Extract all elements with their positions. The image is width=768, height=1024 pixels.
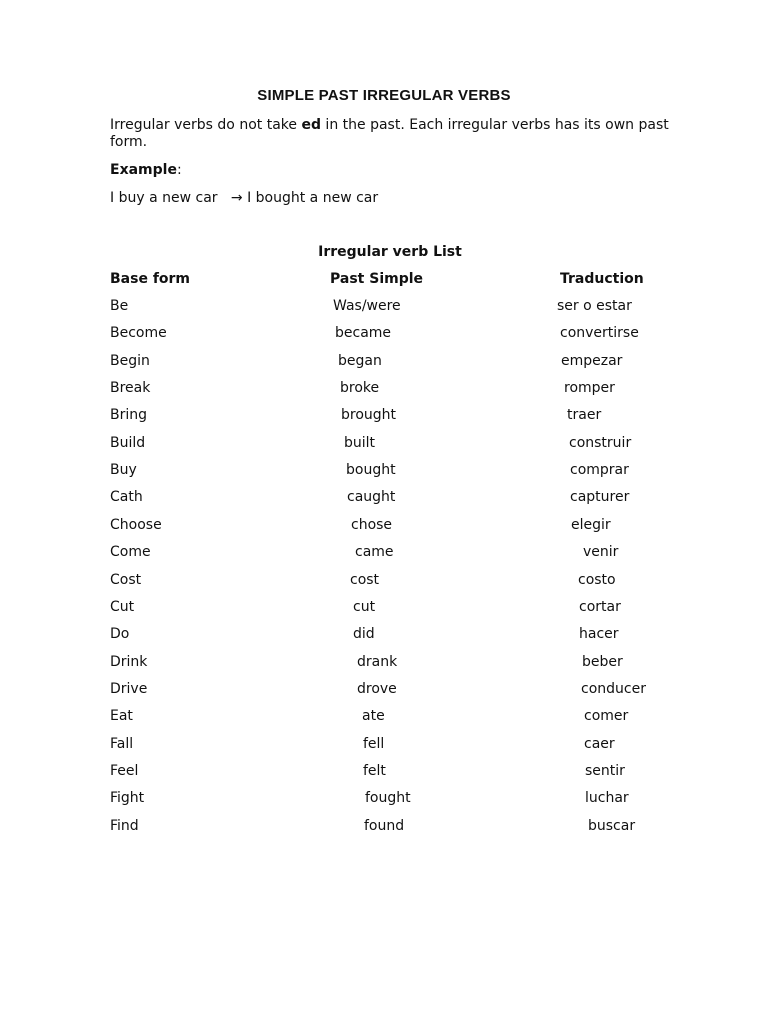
past-simple-cell: brought [341, 407, 397, 424]
example-label: Example [110, 162, 177, 178]
traduction-cell: capturer [570, 489, 630, 506]
past-simple-cell: drank [357, 653, 398, 670]
traduction-cell: comer [584, 708, 629, 725]
table-row [0, 763, 768, 783]
intro-paragraph [110, 117, 670, 151]
intro-text-start: Irregular verbs do not take [110, 117, 302, 133]
base-form-cell: Choose [110, 516, 162, 533]
page-title: SIMPLE PAST IRREGULAR VERBS [257, 87, 511, 104]
traduction-cell: empezar [561, 352, 623, 369]
base-form-cell: Eat [110, 708, 133, 725]
past-simple-cell: ate [362, 708, 385, 725]
past-simple-cell: drove [357, 680, 397, 697]
past-simple-cell: fell [363, 735, 385, 752]
traduction-cell: buscar [588, 817, 636, 834]
table-row [0, 325, 768, 345]
base-form-cell: Feel [110, 762, 139, 779]
past-simple-cell: cut [353, 598, 376, 615]
table-row [0, 790, 768, 810]
intro-text-end: in the past. Each irregular verbs has its own past form. [110, 117, 669, 150]
base-form-cell: Come [110, 544, 151, 561]
list-title: Irregular verb List [318, 244, 462, 260]
table-row [0, 462, 768, 482]
traduction-cell: hacer [579, 626, 619, 643]
past-simple-cell: cost [350, 571, 380, 588]
past-simple-cell: found [364, 817, 405, 834]
table-row [0, 517, 768, 537]
past-simple-cell: came [355, 544, 394, 561]
base-form-cell: Cath [110, 489, 143, 506]
traduction-cell: traer [567, 407, 602, 424]
table-row [0, 708, 768, 728]
table-row [0, 626, 768, 646]
header-base-form: Base form [110, 271, 191, 287]
past-simple-cell: chose [351, 516, 393, 533]
traduction-cell: venir [583, 544, 619, 561]
table-row [0, 654, 768, 674]
past-simple-cell: became [335, 325, 392, 342]
traduction-cell: sentir [585, 762, 625, 779]
base-form-cell: Cut [110, 598, 135, 615]
past-simple-cell: began [338, 352, 382, 369]
table-row [0, 435, 768, 455]
traduction-cell: conducer [581, 680, 646, 697]
past-simple-cell: Was/were [333, 298, 401, 314]
traduction-cell: elegir [571, 516, 611, 533]
base-form-cell: Bring [110, 407, 148, 424]
table-row [0, 544, 768, 564]
table-row [0, 818, 768, 838]
example-past-sentence: I bought a new car [247, 190, 379, 206]
table-row [0, 681, 768, 701]
base-form-cell: Drive [110, 680, 148, 697]
past-simple-cell: did [353, 626, 375, 643]
traduction-cell: romper [564, 380, 615, 397]
table-row [0, 736, 768, 756]
past-simple-cell: caught [347, 489, 396, 506]
base-form-cell: Cost [110, 571, 142, 588]
intro-bold-ed: ed [301, 117, 321, 133]
traduction-cell: ser o estar [557, 298, 632, 314]
arrow-icon: → [230, 190, 243, 206]
traduction-cell: luchar [585, 790, 629, 807]
past-simple-cell: fought [365, 790, 411, 807]
example-base-sentence: I buy a new car [110, 190, 218, 206]
table-row [0, 380, 768, 400]
traduction-cell: construir [569, 434, 632, 451]
traduction-cell: comprar [570, 462, 629, 479]
table-row [0, 489, 768, 509]
example-colon: : [176, 162, 182, 178]
base-form-cell: Break [110, 380, 151, 397]
table-row [0, 572, 768, 592]
traduction-cell: convertirse [560, 325, 639, 342]
base-form-cell: Become [110, 325, 167, 342]
base-form-cell: Drink [110, 653, 148, 670]
table-row [0, 298, 768, 318]
table-row [0, 407, 768, 427]
traduction-cell: beber [582, 653, 623, 670]
traduction-cell: caer [584, 735, 615, 752]
traduction-cell: cortar [579, 598, 621, 615]
base-form-cell: Be [110, 298, 129, 314]
past-simple-cell: felt [363, 762, 386, 779]
table-row [0, 599, 768, 619]
base-form-cell: Buy [110, 462, 137, 479]
table-row [0, 353, 768, 373]
header-traduction: Traduction [560, 271, 644, 287]
example-heading [110, 162, 182, 178]
past-simple-cell: built [344, 434, 376, 451]
base-form-cell: Build [110, 434, 146, 451]
past-simple-cell: bought [346, 462, 396, 479]
base-form-cell: Find [110, 817, 139, 834]
base-form-cell: Begin [110, 352, 150, 369]
example-sentence [110, 190, 378, 206]
past-simple-cell: broke [340, 380, 380, 397]
base-form-cell: Fall [110, 735, 134, 752]
base-form-cell: Do [110, 626, 130, 643]
base-form-cell: Fight [110, 790, 145, 807]
traduction-cell: costo [578, 571, 616, 588]
header-past-simple: Past Simple [330, 271, 424, 287]
